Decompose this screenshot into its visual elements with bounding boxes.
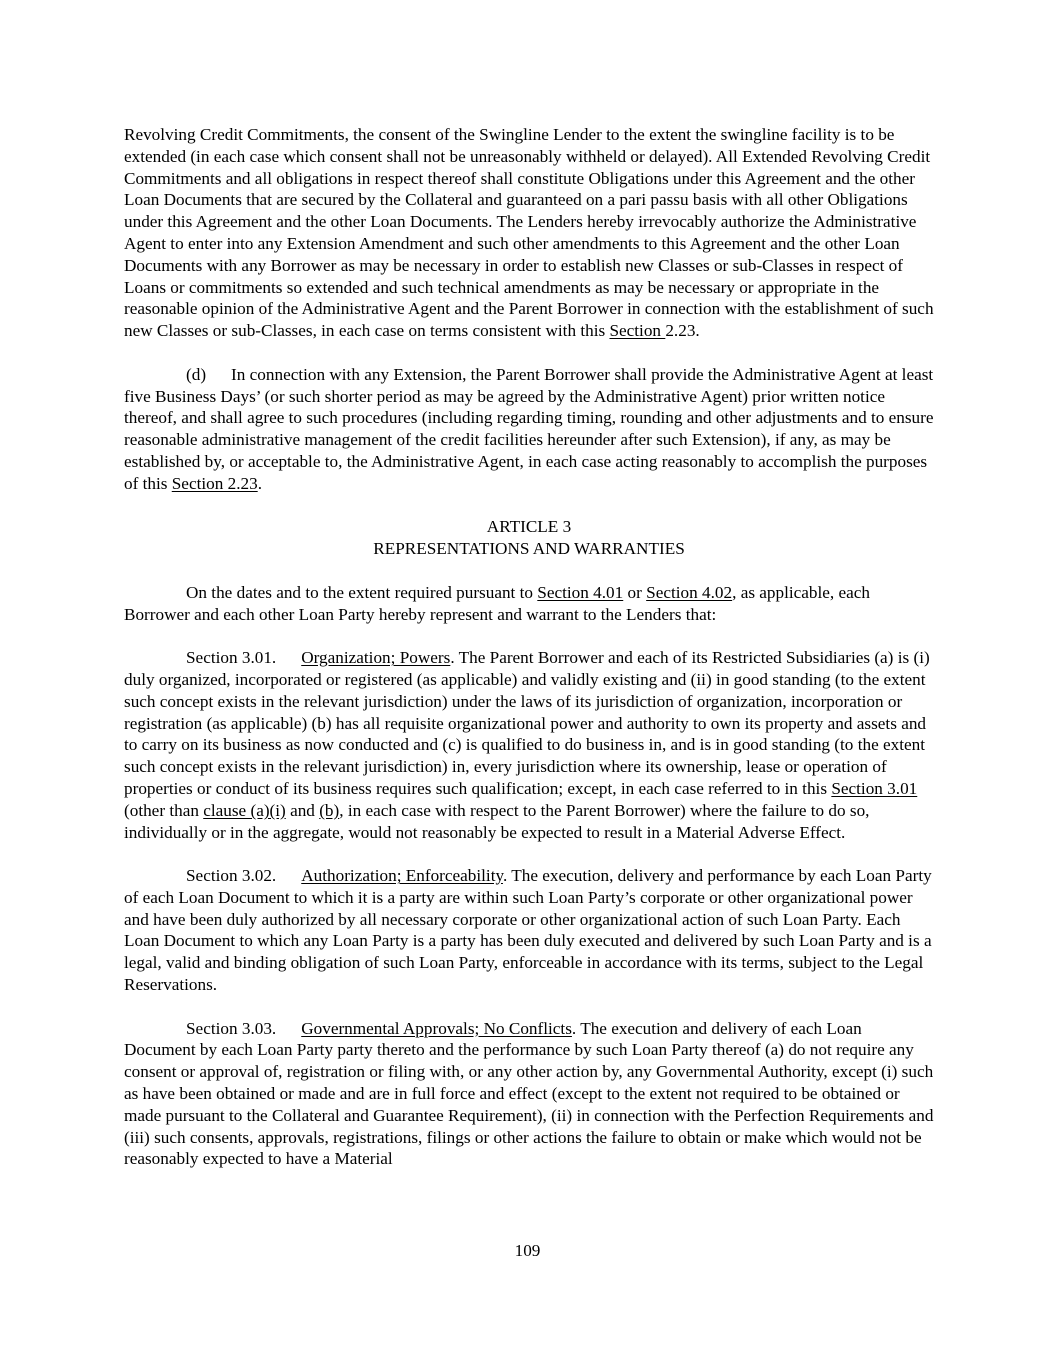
section-3-01 — [124, 647, 934, 843]
section-reference-link[interactable]: Section 4.01 — [537, 582, 624, 602]
page-number: 109 — [514, 1241, 541, 1260]
paragraph-text: . — [257, 473, 262, 493]
section-3-02 — [124, 865, 934, 996]
article-number: ARTICLE 3 — [486, 517, 572, 537]
paragraph-text: , as applicable, each Borrower and each other Loan Party hereby represent and warrant to the Lenders that: — [124, 582, 870, 624]
paragraph-text: . The execution and delivery of each Loan Document by each Loan Party party thereto and the performance by such Loan Party thereof (a) do not require any consent or approval of, registration or filing with, or any other action by, any Governmental Authority, except (i) such as have been obtained or made and are in full force and effect (except to the extent not required to be obtained or made pursuant to the Collateral and Guarantee Requirement), (ii) in connection with the Perfection Requirements and (iii) such consents, approvals, registrations, filings or other actions the failure to obtain or make which would not be reasonably expected to have a Material — [124, 1018, 934, 1169]
paragraph-text: (other than — [124, 800, 204, 820]
paragraph-article-intro — [124, 582, 934, 626]
section-3-03 — [124, 1018, 934, 1171]
paragraph-text: . The execution, delivery and performance by each Loan Party of each Loan Document to which it is a party are within such Loan Party’s corporate or other organizational power and have been duly authorized by all necessary corporate or other organizational action of such Loan Party. Each Loan Document to which any Loan Party is a party has been duly executed and delivered by such Loan Party and is a legal, valid and binding obligation of such Loan Party, enforceable in accordance with its terms, subject to the Legal Reservations. — [124, 866, 932, 995]
paragraph-text: . The Parent Borrower and each of its Restricted Subsidiaries (a) is (i) duly organized, incorporated or registered (as applicable) and validly existing and (ii) in good standing (to the extent such concept exists in the relevant jurisdiction) under the laws of its jurisdiction of organization, incorporation or registration (as applicable) (b) has all requisite organizational power and authority to own its property and assets and to carry on its business as now conducted and (c) is qualified to do business in, and is in good standing (to the extent such concept exists in the relevant jurisdiction) in, every jurisdiction where its ownership, lease or operation of properties or conduct of its business requires such qualification; except, in each case referred to in this — [124, 648, 930, 798]
section-reference-link[interactable]: Section 2.23 — [171, 473, 258, 493]
section-number: Section 3.02. — [186, 866, 277, 886]
paragraph-clause-d — [124, 364, 934, 495]
section-title: Organization; Powers — [301, 648, 451, 668]
paragraph-text: , in each case with respect to the Parent Borrower) where the failure to do so, individually or in the aggregate, would not reasonably be expected to result in a Material Adverse Effect. — [124, 800, 870, 842]
section-title: Governmental Approvals; No Conflicts — [301, 1018, 572, 1038]
paragraph-text: 2.23. — [665, 321, 700, 341]
article-title: REPRESENTATIONS AND WARRANTIES — [373, 539, 685, 559]
paragraph-extension-continued — [124, 124, 934, 342]
section-reference-link[interactable]: Section 4.02 — [646, 582, 733, 602]
section-number: Section 3.01. — [186, 648, 277, 668]
clause-label: (d) — [186, 364, 207, 384]
paragraph-text: Revolving Credit Commitments, the consent of the Swingline Lender to the extent the swingline facility is to be extended (in each case which consent shall not be unreasonably withheld or delayed). All Extended Revolving Credit Commitments and all obligations in respect thereof shall constitute Obligations under this Agreement and the other Loan Documents that are secured by the Collateral and guaranteed on a pari passu basis with all other Obligations under this Agreement and the other Loan Documents. The Lenders hereby irrevocably authorize the Administrative Agent to enter into any Extension Amendment and such other amendments to this Agreement and the other Loan Documents with any Borrower as may be necessary in order to establish new Classes or sub-Classes in respect of Loans or commitments so extended and such technical amendments as may be necessary or appropriate in the reasonable opinion of the Administrative Agent and the Parent Borrower in connection with the establishment of such new Classes or sub-Classes, in each case on terms consistent with this — [124, 125, 934, 341]
paragraph-text: In connection with any Extension, the Parent Borrower shall provide the Administrative Agent at least five Business Days’ (or such shorter period as may be agreed by the Administrative Agent) prior written notice thereof, and shall agree to such procedures (including regarding timing, rounding and other adjustments and to ensure reasonable administrative management of the credit facilities hereunder after such Extension), if any, as may be established by, or acceptable to, the Administrative Agent, in each case acting reasonably to accomplish the purposes of this — [124, 364, 934, 493]
document-page — [124, 124, 934, 1170]
paragraph-text: On the dates and to the extent required pursuant to — [186, 582, 538, 602]
section-reference-link[interactable]: Section 3.01 — [831, 778, 918, 798]
section-title: Authorization; Enforceability — [301, 866, 503, 886]
clause-reference-link[interactable]: clause (a)(i) — [203, 800, 286, 820]
section-number: Section 3.03. — [186, 1018, 277, 1038]
paragraph-text: and — [285, 800, 320, 820]
section-reference-link[interactable]: Section — [609, 321, 666, 341]
paragraph-text: or — [623, 582, 647, 602]
clause-reference-link[interactable]: (b) — [319, 800, 340, 820]
